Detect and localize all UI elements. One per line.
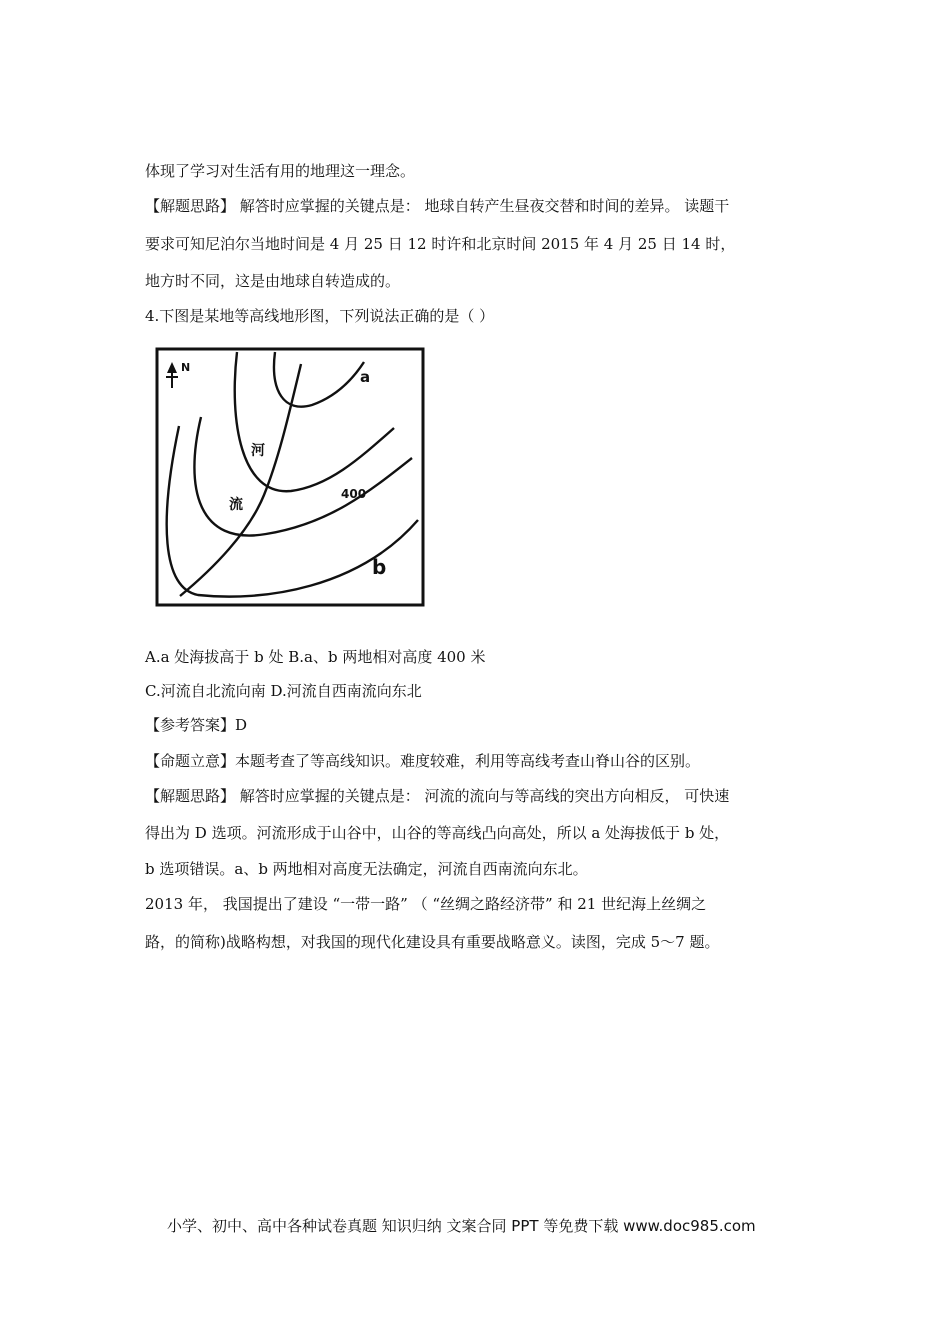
question-4: 4.下图是某地等高线地形图，下列说法正确的是（ ） bbox=[145, 307, 495, 325]
paragraph-line: 路，的简称)战略构想，对我国的现代化建设具有重要战略意义。读图，完成 5～7 题。 bbox=[145, 933, 720, 951]
solution-line: 得出为 D 选项。河流形成于山谷中，山谷的等高线凸向高处，所以 a 处海拔低于 b 处， bbox=[145, 824, 730, 842]
river-label-char: 流 bbox=[229, 497, 243, 513]
question-intent: 【命题立意】本题考查了等高线知识。难度较难，利用等高线考查山脊山谷的区别。 bbox=[145, 752, 701, 770]
river-label-char: 河 bbox=[251, 443, 265, 459]
solution-line: 【解题思路】 解答时应掌握的关键点是： 地球自转产生昼夜交替和时间的差异。 读题干 bbox=[145, 197, 730, 215]
solution-line: 要求可知尼泊尔当地时间是 4 月 25 日 12 时许和北京时间 2015 年 4 月 25 日 14 时， bbox=[145, 235, 736, 253]
contour-map-figure bbox=[154, 346, 428, 608]
paragraph-line: 体现了学习对生活有用的地理这一理念。 bbox=[145, 162, 416, 180]
options-ab: A.a 处海拔高于 b 处 B.a、b 两地相对高度 400 米 bbox=[145, 648, 486, 666]
contour-line bbox=[274, 352, 364, 407]
solution-line: b 选项错误。a、b 两地相对高度无法确定，河流自西南流向东北。 bbox=[145, 860, 588, 878]
paragraph-line: 2013 年， 我国提出了建设 “一带一路” （ “丝绸之路经济带” 和 21 世纪海上丝绸之 bbox=[145, 895, 707, 913]
north-label: N bbox=[181, 361, 191, 374]
point-a-label: a bbox=[360, 368, 371, 386]
contour-line-400 bbox=[194, 417, 412, 536]
solution-line: 【解题思路】 解答时应掌握的关键点是： 河流的流向与等高线的突出方向相反， 可快速 bbox=[145, 787, 730, 805]
north-arrow-icon bbox=[166, 362, 178, 388]
page-footer: 小学、初中、高中各种试卷真题 知识归纳 文案合同 PPT 等免费下载 www.doc985.com bbox=[167, 1217, 756, 1235]
contour-400-label: 400 bbox=[341, 487, 367, 501]
reference-answer: 【参考答案】D bbox=[145, 716, 248, 734]
solution-line: 地方时不同，这是由地球自转造成的。 bbox=[145, 272, 401, 290]
contour-map bbox=[154, 346, 428, 608]
point-b-label: b bbox=[372, 555, 387, 579]
options-cd: C.河流自北流向南 D.河流自西南流向东北 bbox=[145, 682, 422, 700]
